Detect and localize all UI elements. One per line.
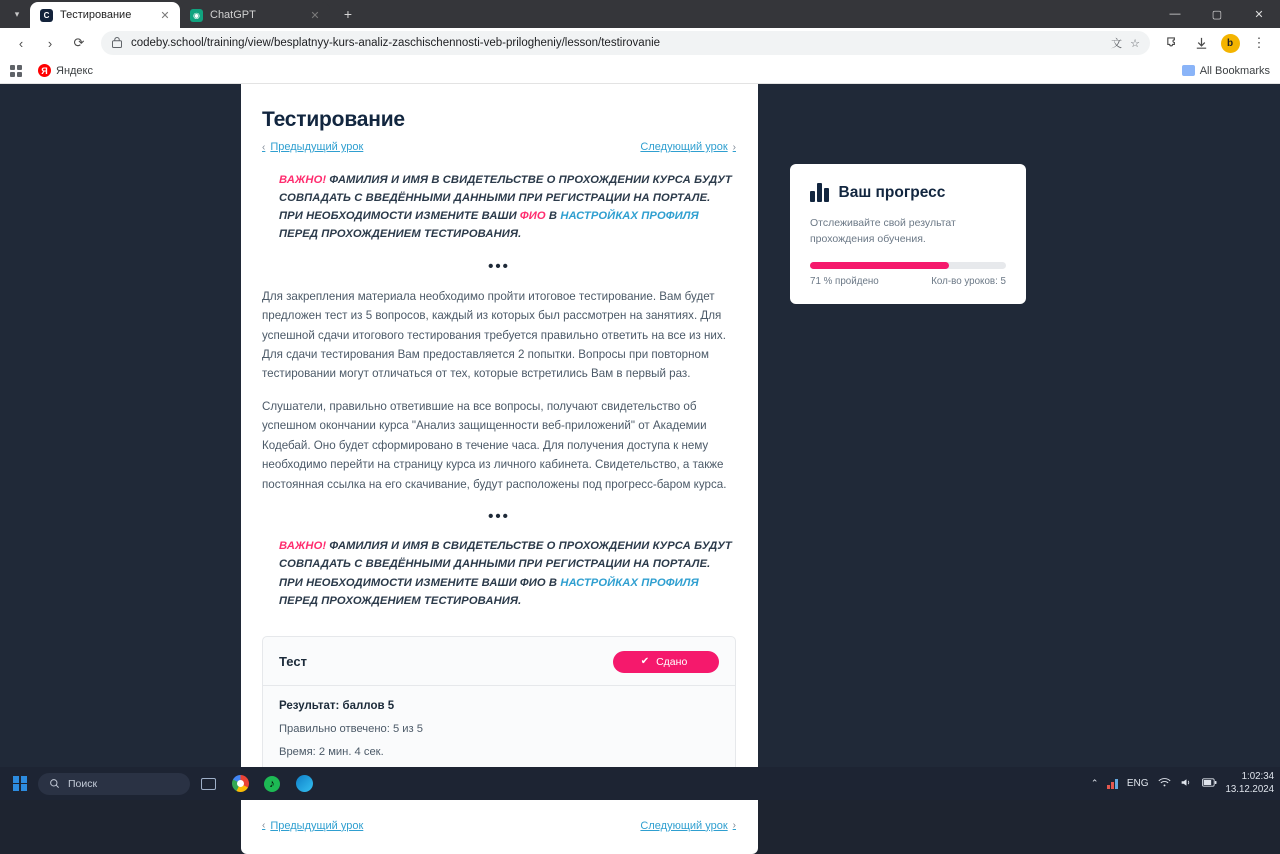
- folder-icon: [1182, 65, 1195, 76]
- clock-date: 13.12.2024: [1225, 783, 1274, 795]
- progress-footer: [810, 276, 1006, 287]
- start-button[interactable]: [6, 770, 34, 798]
- important-notice-bottom: [262, 537, 736, 610]
- notice-text-1: ФАМИЛИЯ И ИМЯ В СВИДЕТЕЛЬСТВЕ О ПРОХОЖДЕНИИ КУРСА БУДУТ СОВПАДАТЬ С ВВЕДЁННЫМИ ДАННЫМИ ПРИ РЕГИСТРАЦИИ НА ПОРТАЛЕ. ПРИ НЕОБХОДИМОСТИ ИЗМЕНИТЕ ВАШИ ФИО В: [279, 540, 732, 589]
- important-notice-top: [262, 171, 736, 244]
- close-window-button[interactable]: ✕: [1254, 8, 1264, 21]
- task-view-icon[interactable]: [194, 770, 222, 798]
- url-text: codeby.school/training/view/besplatnyy-kurs-analiz-zaschischennosti-veb-prilogheniy/lesson/testirovanie: [131, 37, 661, 49]
- minimize-button[interactable]: —: [1169, 8, 1181, 20]
- page-title: Тестирование: [262, 108, 405, 131]
- profile-avatar[interactable]: [1217, 30, 1243, 56]
- avatar: b: [1221, 34, 1240, 53]
- puzzle-icon[interactable]: [1159, 30, 1185, 56]
- chatgpt-favicon-icon: ◉: [190, 9, 203, 22]
- tab-testirovanie[interactable]: [30, 2, 180, 28]
- window-controls: [1154, 0, 1280, 28]
- prev-lesson-link-bottom[interactable]: [262, 820, 363, 832]
- lessons-count-label: Кол-во уроков: 5: [931, 275, 1006, 287]
- browser-toolbar: [0, 28, 1280, 58]
- yandex-icon: Я: [38, 64, 51, 77]
- close-icon[interactable]: ✕: [310, 9, 320, 22]
- test-header: [263, 637, 735, 686]
- progress-title: Ваш прогресс: [838, 183, 946, 201]
- wifi-icon[interactable]: [1158, 777, 1171, 791]
- section-divider: •••: [488, 257, 510, 275]
- spotify-icon[interactable]: ♪: [258, 770, 286, 798]
- site-info-icon[interactable]: [111, 37, 123, 49]
- lesson-nav-bottom: [262, 820, 736, 832]
- test-score: Результат: баллов 5: [279, 699, 395, 712]
- browser-menu-icon[interactable]: ⋮: [1252, 35, 1266, 50]
- lesson-card: [241, 84, 758, 854]
- search-placeholder: Поиск: [68, 777, 98, 790]
- codeby-favicon-icon: C: [40, 9, 53, 22]
- maximize-button[interactable]: ▢: [1211, 8, 1223, 21]
- volume-icon[interactable]: [1180, 777, 1193, 791]
- address-bar[interactable]: [101, 31, 1150, 55]
- lesson-nav-top: [262, 141, 736, 153]
- check-icon: ✔: [640, 656, 650, 668]
- profile-settings-link[interactable]: НАСТРОЙКАХ ПРОФИЛЯ: [560, 576, 699, 589]
- status-badge-label: Сдано: [656, 655, 688, 668]
- notice-warn-label: ВАЖНО!: [279, 540, 327, 553]
- bookmarks-bar: [0, 58, 1280, 84]
- tab-chatgpt[interactable]: [180, 2, 330, 28]
- next-lesson-link[interactable]: [640, 141, 736, 153]
- forward-icon[interactable]: ›: [47, 35, 53, 51]
- all-bookmarks-button[interactable]: [1182, 65, 1270, 77]
- translate-icon[interactable]: 文: [1111, 38, 1123, 50]
- back-icon[interactable]: ‹: [18, 35, 24, 51]
- system-tray: [1091, 771, 1274, 795]
- chrome-icon[interactable]: [226, 770, 254, 798]
- test-correct: Правильно отвечено: 5 из 5: [279, 722, 424, 735]
- profile-settings-link[interactable]: НАСТРОЙКАХ ПРОФИЛЯ: [560, 210, 699, 223]
- notice-text-2: ПЕРЕД ПРОХОЖДЕНИЕМ ТЕСТИРОВАНИЯ.: [279, 594, 522, 607]
- bar-chart-icon: [810, 183, 829, 202]
- tab-strip: [0, 0, 1280, 28]
- bookmark-label: Яндекс: [56, 64, 93, 77]
- battery-icon[interactable]: [1202, 778, 1217, 790]
- lesson-paragraph-2: Слушатели, правильно ответившие на все вопросы, получают свидетельство об успешном окончании курса "Анализ защищенности веб-приложений" от Академии Кодебай. Оно будет сформировано в течение часа. Для получения доступа к нему необходимо перейти на страницу курса из личного кабинета. Свидетельство, а также постоянная ссылка на его скачивание, будут расположены под прогресс-баром курса.: [262, 399, 727, 491]
- notice-text-1: ФАМИЛИЯ И ИМЯ В СВИДЕТЕЛЬСТВЕ О ПРОХОЖДЕНИИ КУРСА БУДУТ СОВПАДАТЬ С ВВЕДЁННЫМИ ДАННЫМИ ПРИ РЕГИСТРАЦИИ НА ПОРТАЛЕ. ПРИ НЕОБХОДИМОСТИ ИЗМЕНИТЕ ВАШИ: [279, 174, 732, 223]
- download-icon[interactable]: [1188, 30, 1214, 56]
- bookmark-yandex[interactable]: [38, 64, 93, 77]
- test-time: Время: 2 мин. 4 сек.: [279, 745, 384, 758]
- tab-title: ChatGPT: [210, 9, 256, 21]
- language-indicator[interactable]: ENG: [1126, 778, 1149, 789]
- close-icon[interactable]: ✕: [160, 9, 170, 22]
- windows-icon: [13, 776, 28, 791]
- progress-card: [790, 164, 1026, 304]
- tray-chevron-icon[interactable]: ⌃: [1090, 778, 1099, 788]
- progress-bar: [810, 262, 1006, 269]
- search-icon: [49, 778, 60, 789]
- section-divider-2: •••: [488, 508, 510, 526]
- chevron-left-icon: ‹: [262, 141, 266, 153]
- notice-fio: ФИО: [519, 210, 546, 223]
- notice-text-2: В: [545, 210, 561, 223]
- progress-subtitle: Отслеживайте свой результат прохождения обучения.: [810, 217, 956, 246]
- chevron-right-icon: ›: [732, 141, 736, 153]
- notice-text-3: ПЕРЕД ПРОХОЖДЕНИЕМ ТЕСТИРОВАНИЯ.: [279, 228, 522, 241]
- next-lesson-link-bottom[interactable]: [640, 820, 736, 832]
- star-icon[interactable]: ☆: [1130, 37, 1140, 50]
- prev-lesson-link[interactable]: [262, 141, 363, 153]
- all-bookmarks-label: All Bookmarks: [1199, 64, 1270, 77]
- taskbar: [0, 767, 1280, 800]
- apps-grid-icon[interactable]: [8, 63, 24, 79]
- clock-time: 1:02:34: [1241, 771, 1274, 783]
- prev-lesson-label: Предыдущий урок: [270, 141, 364, 153]
- progress-bar-fill: [810, 262, 949, 269]
- test-heading: Тест: [279, 654, 307, 670]
- next-lesson-label: Следующий урок: [640, 141, 728, 153]
- tab-title: Тестирование: [60, 9, 132, 21]
- new-tab-button[interactable]: +: [343, 6, 353, 22]
- chevron-right-icon: ›: [732, 820, 736, 832]
- progress-header: [810, 183, 1006, 202]
- chevron-left-icon: ‹: [262, 820, 266, 832]
- edge-icon[interactable]: [290, 770, 318, 798]
- status-badge[interactable]: [613, 651, 719, 673]
- clock[interactable]: [1226, 771, 1275, 795]
- progress-percent-label: 71 % пройдено: [810, 275, 879, 287]
- tabstrip-chevron-icon[interactable]: ▾: [14, 8, 20, 19]
- notice-warn-label: ВАЖНО!: [279, 174, 327, 186]
- lesson-paragraph-1: Для закрепления материала необходимо пройти итоговое тестирование. Вам будет предложен тест из 5 вопросов, каждый из которых был рассмотрен на занятиях. Для успешной сдачи итогового тестирования требуется правильно ответить на все из них. Для сдачи тестирования Вам предоставляется 2 попытки. Вопросы при повторном тестировании могут отличаться от тех, которые встретились Вам в первый раз.: [262, 289, 726, 381]
- search-input[interactable]: [38, 773, 190, 795]
- prev-lesson-label: Предыдущий урок: [270, 819, 364, 832]
- next-lesson-label: Следующий урок: [640, 819, 728, 832]
- reload-icon[interactable]: ⟳: [73, 35, 85, 50]
- network-activity-icon[interactable]: [1107, 778, 1117, 789]
